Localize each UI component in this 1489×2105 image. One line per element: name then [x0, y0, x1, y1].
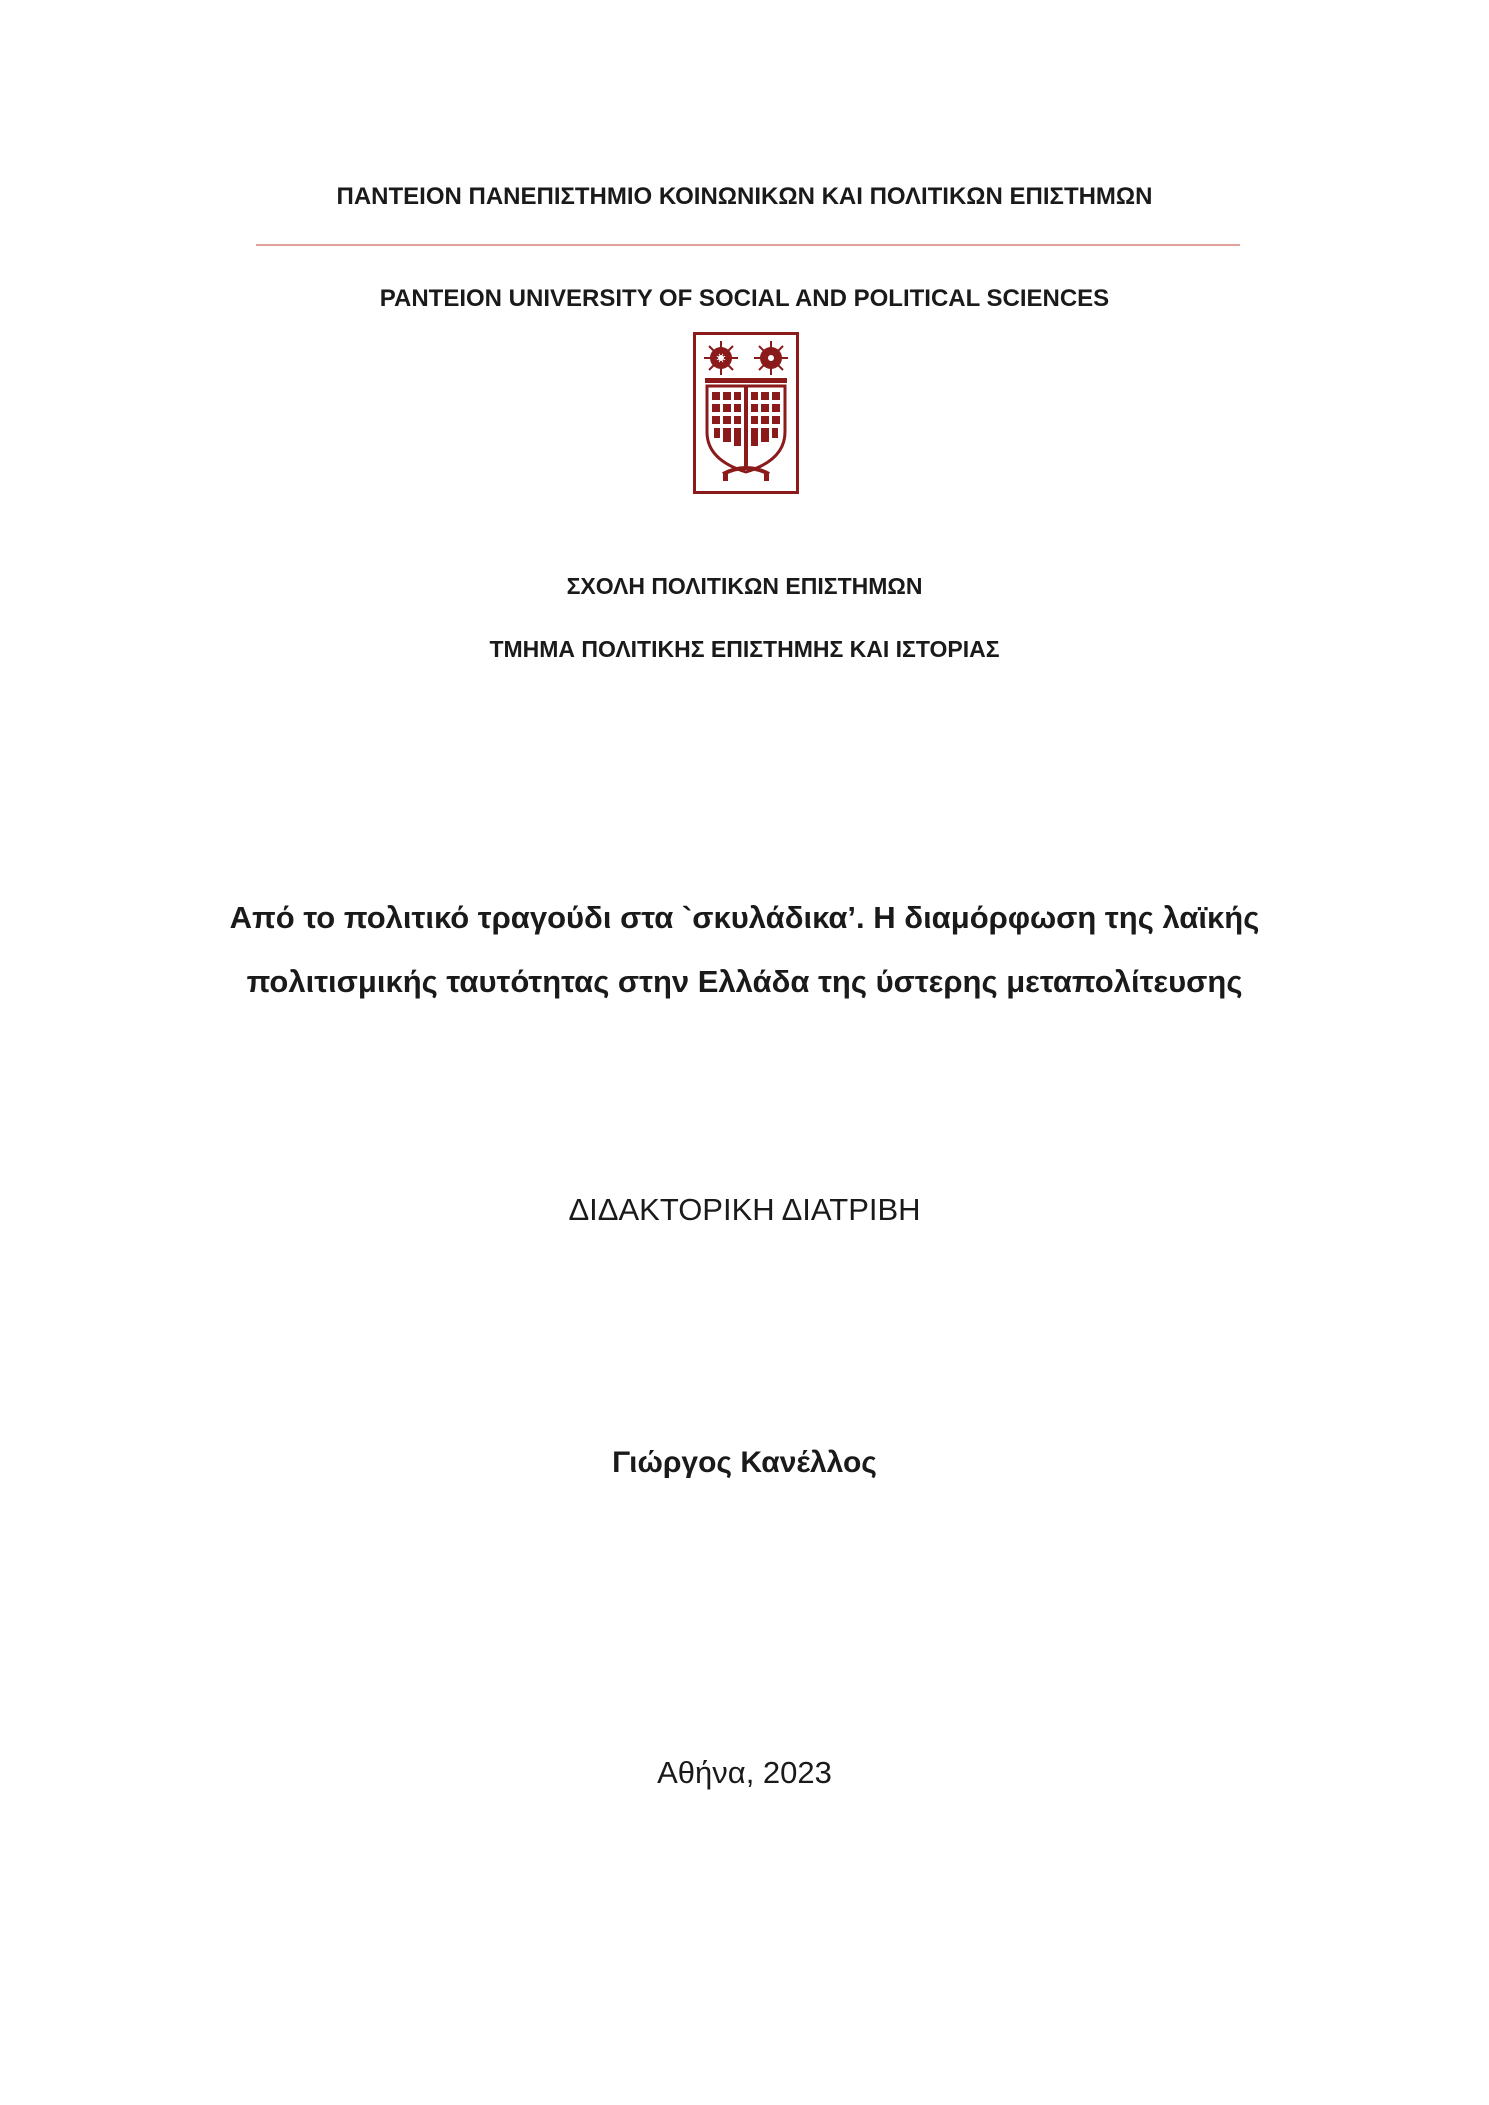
header-divider — [256, 244, 1240, 246]
thesis-title-line-2: πολιτισμικής ταυτότητας στην Ελλάδα της ύστερης μεταπολίτευσης — [246, 964, 1243, 999]
school-name: ΣΧΟΛΗ ΠΟΛΙΤΙΚΩΝ ΕΠΙΣΤΗΜΩΝ — [566, 573, 923, 599]
author-name: Γιώργος Κανέλλος — [612, 1446, 877, 1479]
place-and-year: Αθήνα, 2023 — [657, 1755, 832, 1790]
university-name-greek: ΠΑΝΤΕΙΟΝ ΠΑΝΕΠΙΣΤΗΜΙΟ ΚΟΙΝΩΝΙΚΩΝ ΚΑΙ ΠΟΛΙΤΙΚΩΝ ΕΠΙΣΤΗΜΩΝ — [336, 183, 1153, 210]
thesis-title-line-1: Από το πολιτικό τραγούδι στα `σκυλάδικα’. Η διαμόρφωση της λαϊκής — [229, 900, 1260, 935]
university-crest-icon — [693, 332, 799, 494]
document-type: ΔΙΔΑΚΤΟΡΙΚΗ ΔΙΑΤΡΙΒΗ — [568, 1192, 921, 1227]
university-name-english: PANTEION UNIVERSITY OF SOCIAL AND POLITICAL SCIENCES — [379, 285, 1110, 312]
department-name: ΤΜΗΜΑ ΠΟΛΙΤΙΚΗΣ ΕΠΙΣΤΗΜΗΣ ΚΑΙ ΙΣΤΟΡΙΑΣ — [489, 636, 1000, 662]
